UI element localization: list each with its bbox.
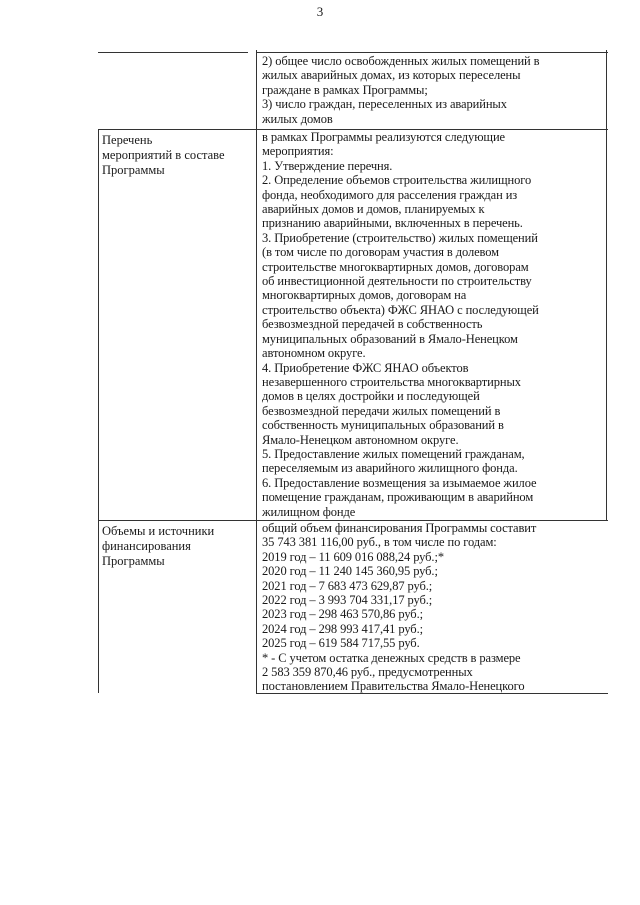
text-line: 4. Приобретение ФЖС ЯНАО объектов <box>262 360 469 375</box>
text-line: об инвестиционной деятельности по строительству <box>262 274 532 289</box>
text-line: 2021 год – 7 683 473 629,87 руб.; <box>262 578 433 593</box>
text-line: жилых домов <box>262 111 333 126</box>
label-line: Перечень <box>102 133 153 147</box>
text-line: жилых аварийных домах, из которых переселены <box>262 68 521 83</box>
left-border <box>98 129 99 693</box>
text-line: 2023 год – 298 463 570,86 руб.; <box>262 607 423 622</box>
text-line: безвозмездной передачей в собственность <box>262 317 483 332</box>
text-line: мероприятия: <box>262 144 334 159</box>
text-line: собственность муниципальных образований в <box>262 418 504 433</box>
row-measures-text <box>258 130 608 519</box>
text-line: переселяемым из аварийного жилищного фонда. <box>262 461 518 476</box>
row-indicators-text <box>258 54 608 126</box>
text-line: признанию аварийными, включенных в перечень. <box>262 216 523 231</box>
text-line: домов в целях достройки и последующей <box>262 389 480 404</box>
label-line: Программы <box>102 163 165 177</box>
text-line: жилищном фонде <box>262 504 356 519</box>
text-line: (в том числе по договорам участия в долевом <box>262 245 499 260</box>
column-divider <box>256 50 257 693</box>
text-line: 2. Определение объемов строительства жилищного <box>262 173 532 188</box>
text-line: автономном округе. <box>262 346 366 361</box>
text-line: 2) общее число освобожденных жилых помещений в <box>262 54 540 68</box>
text-line: помещение гражданам, проживающим в аварийном <box>262 490 534 505</box>
label-line: мероприятий в составе <box>102 148 225 162</box>
text-line: строительство объекта) ФЖС ЯНАО с последующей <box>262 302 539 317</box>
text-line: в рамках Программы реализуются следующие <box>262 130 505 144</box>
top-left-rule <box>98 52 248 53</box>
text-line: 2025 год – 619 584 717,55 руб. <box>262 636 420 651</box>
text-line: многоквартирных домов, договорам на <box>262 288 467 303</box>
text-line: граждане в рамках Программы; <box>262 82 428 97</box>
row-measures-label <box>98 130 256 181</box>
text-line: строительстве многоквартирных домов, договорам <box>262 259 529 274</box>
text-line: аварийных домов и домов, планируемых к <box>262 202 485 217</box>
label-line: финансирования <box>102 539 191 553</box>
text-line: общий объем финансирования Программы составит <box>262 521 537 535</box>
text-line: Ямало-Ненецком автономном округе. <box>262 432 459 447</box>
text-line: муниципальных образований в Ямало-Ненецком <box>262 331 518 346</box>
text-line: 3. Приобретение (строительство) жилых помещений <box>262 230 538 245</box>
text-line: 1. Утверждение перечня. <box>262 158 393 173</box>
page-number: 3 <box>316 4 324 19</box>
text-line: фонда, необходимого для расселения граждан из <box>262 187 518 202</box>
text-line: 5. Предоставление жилых помещений гражданам, <box>262 446 525 461</box>
label-line: Программы <box>102 554 165 568</box>
text-line: 2020 год – 11 240 145 360,95 руб.; <box>262 564 438 579</box>
text-line: * - С учетом остатка денежных средств в размере <box>262 650 521 665</box>
text-line: 6. Предоставление возмещения за изымаемое жилое <box>262 475 537 490</box>
text-line: 2022 год – 3 993 704 331,17 руб.; <box>262 593 433 608</box>
text-line: 2019 год – 11 609 016 088,24 руб.;* <box>262 549 444 564</box>
label-line: Объемы и источники <box>102 524 215 538</box>
row-financing-label <box>98 521 256 572</box>
text-line: безвозмездной передачи жилых помещений в <box>262 403 501 418</box>
text-line: незавершенного строительства многоквартирных <box>262 374 521 389</box>
text-line: 2024 год – 298 993 417,41 руб.; <box>262 621 423 636</box>
text-line: 35 743 381 116,00 руб., в том числе по годам: <box>262 535 497 550</box>
text-line: постановлением Правительства Ямало-Ненецкого <box>262 679 525 694</box>
text-line: 2 583 359 870,46 руб., предусмотренных <box>262 665 473 680</box>
row-financing-text <box>258 521 608 694</box>
text-line: 3) число граждан, переселенных из аварийных <box>262 97 507 112</box>
top-right-rule <box>256 52 608 53</box>
